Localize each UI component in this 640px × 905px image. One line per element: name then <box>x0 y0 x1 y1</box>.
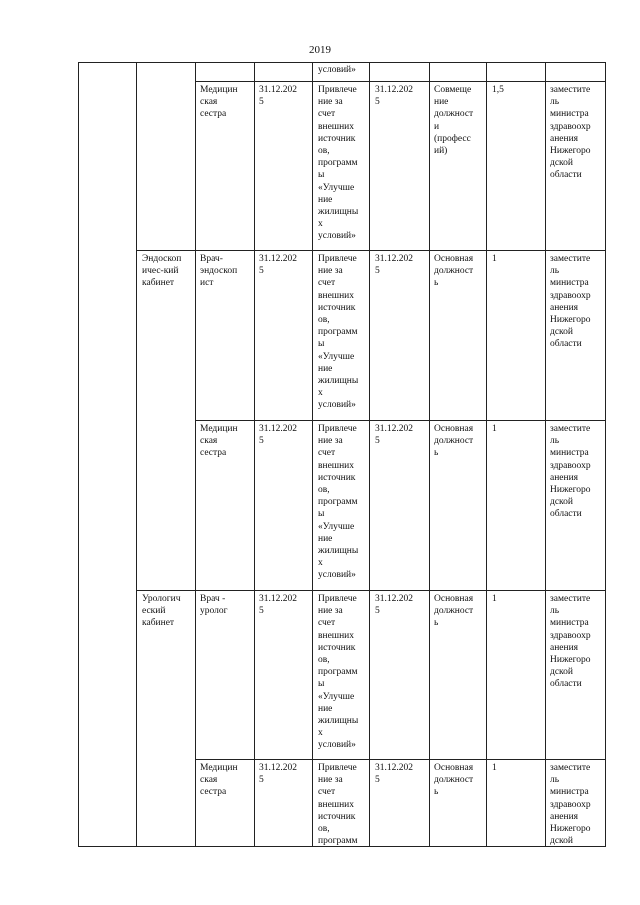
table-border <box>78 62 79 847</box>
deadline-cell: 31.12.202 5 <box>375 85 413 108</box>
funding-cell: Привлече ние за счет внешних источник ов, программ ы «Улучше ние жилищны х условий» <box>318 424 359 581</box>
table-border <box>545 62 546 847</box>
table-border <box>369 62 370 847</box>
position-cell: Медицин ская сестра <box>200 85 238 120</box>
table-border <box>195 62 196 847</box>
rate-cell: 1 <box>492 254 497 264</box>
table-border <box>195 420 606 421</box>
table-border <box>78 62 606 63</box>
funding-cell: Привлече ние за счет внешних источник ов, программ <box>318 763 358 847</box>
department-cell: Урологич еский кабинет <box>142 594 181 629</box>
deadline-cell: 31.12.202 5 <box>259 763 297 786</box>
responsible-cell: заместите ль министра здравоохр анения Нижегоро дской области <box>550 85 591 181</box>
table-border <box>312 62 313 847</box>
employment-type-cell: Основная должност ь <box>434 254 474 289</box>
employment-type-cell: Основная должност ь <box>434 424 474 459</box>
table-border <box>136 62 137 847</box>
table-border <box>254 62 255 847</box>
position-cell: Медицин ская сестра <box>200 424 238 459</box>
position-cell: Врач - уролог <box>200 594 228 617</box>
table-border <box>195 759 606 760</box>
deadline-cell: 31.12.202 5 <box>375 254 413 277</box>
responsible-cell: заместите ль министра здравоохр анения Нижегоро дской области <box>550 424 591 520</box>
responsible-cell: заместите ль министра здравоохр анения Нижегоро дской области <box>550 254 591 350</box>
responsible-cell: заместите ль министра здравоохр анения Нижегоро дской области <box>550 594 591 690</box>
staffing-table <box>78 62 606 847</box>
rate-cell: 1 <box>492 594 497 604</box>
position-cell: Медицин ская сестра <box>200 763 238 798</box>
deadline-cell: 31.12.202 5 <box>259 424 297 447</box>
rate-cell: 1 <box>492 763 497 773</box>
table-border <box>429 62 430 847</box>
deadline-cell: 31.12.202 5 <box>259 594 297 617</box>
employment-type-cell: Основная должност ь <box>434 594 474 629</box>
rate-cell: 1 <box>492 424 497 434</box>
employment-type-cell: Совмеще ние должност и (професс ий) <box>434 85 474 157</box>
funding-cell-fragment: условий» <box>318 65 356 75</box>
responsible-cell: заместите ль министра здравоохр анения Нижегоро дской <box>550 763 591 847</box>
deadline-cell: 31.12.202 5 <box>259 85 297 108</box>
table-border <box>136 590 606 591</box>
department-cell: Эндоскоп ичес-кий кабинет <box>142 254 182 289</box>
position-cell: Врач- эндоскоп ист <box>200 254 238 289</box>
deadline-cell: 31.12.202 5 <box>375 594 413 617</box>
deadline-cell: 31.12.202 5 <box>259 254 297 277</box>
rate-cell: 1,5 <box>492 85 504 95</box>
table-border <box>136 250 606 251</box>
deadline-cell: 31.12.202 5 <box>375 424 413 447</box>
table-border <box>486 62 487 847</box>
page-header: 2019 <box>309 44 331 56</box>
funding-cell: Привлече ние за счет внешних источник ов, программ ы «Улучше ние жилищны х условий» <box>318 254 359 411</box>
funding-cell: Привлече ние за счет внешних источник ов, программ ы «Улучше ние жилищны х условий» <box>318 594 359 751</box>
deadline-cell: 31.12.202 5 <box>375 763 413 786</box>
table-border <box>195 81 606 82</box>
employment-type-cell: Основная должност ь <box>434 763 474 798</box>
table-border <box>605 62 606 847</box>
funding-cell: Привлече ние за счет внешних источник ов, программ ы «Улучше ние жилищны х условий» <box>318 85 359 242</box>
